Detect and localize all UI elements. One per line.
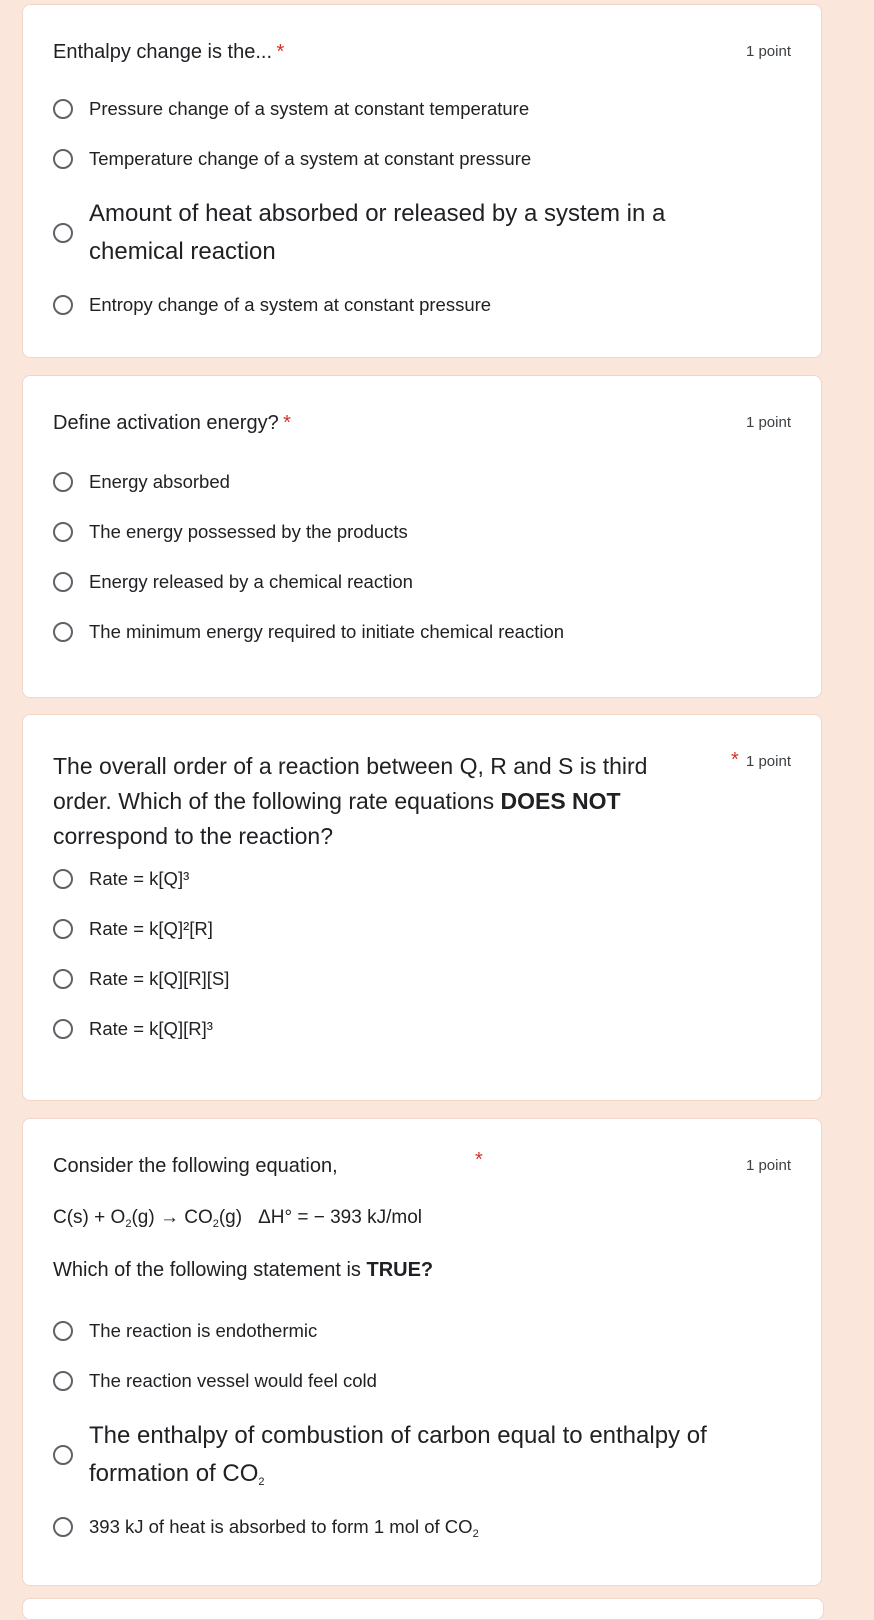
option-label: Energy released by a chemical reaction — [89, 571, 413, 592]
option-radio[interactable] — [53, 570, 791, 594]
option-radio[interactable] — [53, 97, 791, 121]
option-label: 393 kJ of heat is absorbed to form 1 mol of $CO_2$ — [89, 1516, 479, 1540]
question-card-1 — [22, 4, 822, 358]
emphasis: TRUE? — [366, 1259, 434, 1281]
option-label: Energy absorbed — [89, 471, 230, 492]
radio-circle[interactable] — [53, 223, 73, 243]
required-asterisk: * — [276, 41, 285, 63]
chemical-equation: $C(s) + O_2(g) \to CO_2(g) \Delta H^\circ$ = − 393 kJ/mol — [53, 1207, 422, 1230]
question-card-4 — [22, 1118, 822, 1586]
radio-circle[interactable] — [53, 1321, 73, 1341]
radio-circle[interactable] — [53, 919, 73, 939]
question-title: The overall order of a reaction between Q, R and S is third order. Which of the following rate equations DOES NOT correspond to the reaction? — [53, 753, 648, 849]
question-title: Enthalpy change is the... — [53, 41, 273, 63]
option-radio[interactable] — [53, 1369, 791, 1393]
question-title: Consider the following equation, — [53, 1155, 338, 1177]
option-label: The reaction is endothermic — [89, 1320, 318, 1341]
question-title: Define activation energy? — [53, 412, 279, 434]
option-radio[interactable] — [53, 1417, 753, 1493]
option-radio[interactable] — [53, 520, 791, 544]
emphasis: DOES NOT — [500, 788, 621, 814]
next-question-card — [22, 1598, 824, 1620]
question-card-2 — [22, 375, 822, 698]
points-label: 1 point — [745, 1157, 791, 1174]
points-label: 1 point — [745, 414, 791, 431]
option-radio[interactable] — [53, 967, 791, 991]
points-label: 1 point — [745, 43, 791, 60]
option-label: Rate = k[Q][R][S] — [89, 968, 230, 989]
option-label: Entropy change of a system at constant pressure — [89, 294, 492, 315]
option-label: Amount of heat absorbed or released by a system in a chemical reaction — [89, 200, 666, 265]
option-label: Temperature change of a system at constant pressure — [89, 148, 532, 169]
option-label: The enthalpy of combustion of carbon equal to enthalpy of formation of $CO_2$ — [89, 1422, 707, 1488]
radio-circle[interactable] — [53, 472, 73, 492]
enthalpy-value: ΔH° = − 393 kJ/mol — [258, 1207, 422, 1228]
radio-circle[interactable] — [53, 1019, 73, 1039]
option-radio[interactable] — [53, 195, 733, 271]
question-statement: Which of the following statement is TRUE? — [53, 1259, 434, 1281]
radio-circle[interactable] — [53, 1371, 73, 1391]
radio-circle[interactable] — [53, 622, 73, 642]
radio-circle[interactable] — [53, 149, 73, 169]
option-radio[interactable] — [53, 147, 791, 171]
question-card-3 — [22, 714, 822, 1101]
option-radio[interactable] — [53, 470, 791, 494]
radio-circle[interactable] — [53, 1517, 73, 1537]
radio-circle[interactable] — [53, 869, 73, 889]
option-label: The minimum energy required to initiate chemical reaction — [89, 621, 565, 642]
option-label: Pressure change of a system at constant temperature — [89, 98, 530, 119]
option-radio[interactable] — [53, 1017, 791, 1041]
option-label: The reaction vessel would feel cold — [89, 1370, 377, 1391]
radio-circle[interactable] — [53, 295, 73, 315]
option-label: Rate = k[Q][R]³ — [89, 1018, 213, 1039]
radio-circle[interactable] — [53, 99, 73, 119]
option-radio[interactable] — [53, 1319, 791, 1343]
option-radio[interactable] — [53, 867, 791, 891]
required-asterisk: * — [283, 412, 291, 434]
radio-circle[interactable] — [53, 522, 73, 542]
option-radio[interactable] — [53, 620, 791, 644]
radio-circle[interactable] — [53, 1445, 73, 1465]
option-radio[interactable] — [53, 293, 791, 317]
required-asterisk: * — [731, 749, 739, 771]
option-label: The energy possessed by the products — [89, 521, 408, 542]
required-asterisk: * — [475, 1149, 483, 1171]
radio-circle[interactable] — [53, 572, 73, 592]
option-radio[interactable] — [53, 917, 791, 941]
points-label: 1 point — [745, 753, 791, 770]
option-label: Rate = k[Q]²[R] — [89, 918, 213, 939]
option-label: Rate = k[Q]³ — [89, 868, 190, 889]
radio-circle[interactable] — [53, 969, 73, 989]
option-radio[interactable] — [53, 1515, 791, 1539]
